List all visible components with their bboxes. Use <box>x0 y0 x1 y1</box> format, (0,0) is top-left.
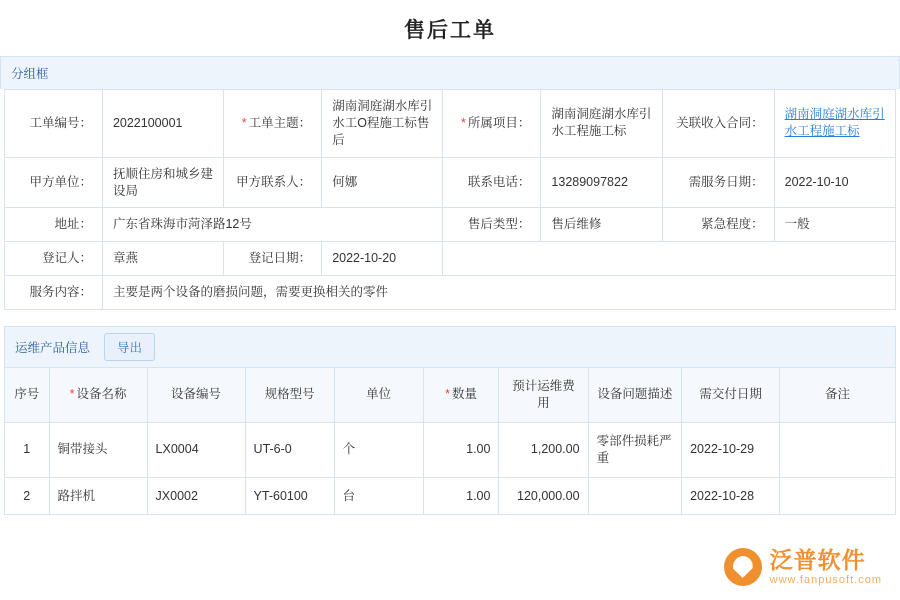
cell-delivery-date: 2022-10-29 <box>682 422 780 477</box>
field-label: 联系电话： <box>443 157 541 208</box>
required-mark: * <box>241 115 247 130</box>
field-label: 登记人： <box>5 242 103 276</box>
cell-issue: 零部件损耗严重 <box>588 422 682 477</box>
field-label: 售后类型： <box>443 208 541 242</box>
col-remark: 备注 <box>780 368 896 423</box>
field-label: 甲方联系人： <box>224 157 322 208</box>
col-unit: 单位 <box>334 368 423 423</box>
field-value-service-type: 售后维修 <box>541 208 662 242</box>
table-row[interactable] <box>5 477 896 515</box>
page-title: 售后工单 <box>404 19 496 42</box>
watermark-text <box>770 548 882 585</box>
cell-device-name: 路拌机 <box>49 477 147 515</box>
col-issue: 设备问题描述 <box>588 368 682 423</box>
form-row <box>5 90 896 158</box>
cell-remark <box>780 477 896 515</box>
field-value-urgency: 一般 <box>774 208 895 242</box>
brand-logo-icon <box>724 548 762 586</box>
field-label: * 所属项目： <box>443 90 541 158</box>
field-label: * 工单主题： <box>224 90 322 158</box>
field-label: 登记日期： <box>224 242 322 276</box>
cell-issue <box>588 477 682 515</box>
tab-product-info[interactable]: 运维产品信息 <box>15 341 91 355</box>
field-value-project: 湖南洞庭湖水库引水工程施工标 <box>541 90 662 158</box>
watermark <box>724 548 882 586</box>
cell-unit: 个 <box>334 422 423 477</box>
cell-device-name: 铜带接头 <box>49 422 147 477</box>
required-mark: * <box>461 115 466 130</box>
brand-name-cn: 泛普软件 <box>769 547 866 574</box>
form-row <box>5 276 896 310</box>
field-value-phone: 13289097822 <box>541 157 662 208</box>
field-value-register-date: 2022-10-20 <box>322 242 443 276</box>
field-value-empty <box>443 242 896 276</box>
grid-header-row <box>5 368 896 423</box>
cell-quantity: 1.00 <box>423 422 499 477</box>
field-label: 关联收入合同： <box>662 90 774 158</box>
cell-spec: YT-60100 <box>245 477 334 515</box>
field-value-registrant: 章燕 <box>102 242 223 276</box>
cell-cost: 120,000.00 <box>499 477 588 515</box>
export-button[interactable]: 导出 <box>104 333 155 361</box>
product-section-toolbar <box>4 326 896 367</box>
brand-url: www.fanpusoft.com <box>769 573 882 586</box>
col-quantity: * 数量 <box>423 368 499 423</box>
field-value-contact-person: 何娜 <box>322 157 443 208</box>
cell-spec: UT-6-0 <box>245 422 334 477</box>
col-device-name: * 设备名称 <box>49 368 147 423</box>
cell-index: 2 <box>5 477 50 515</box>
cell-device-code: LX0004 <box>147 422 245 477</box>
field-label: 服务内容： <box>5 276 103 310</box>
col-delivery-date: 需交付日期 <box>682 368 780 423</box>
col-cost: 预计运维费用 <box>499 368 588 423</box>
cell-index: 1 <box>5 422 50 477</box>
cell-cost: 1,200.00 <box>499 422 588 477</box>
field-value-service-content: 主要是两个设备的磨损问题，需要更换相关的零件 <box>102 276 895 310</box>
cell-delivery-date: 2022-10-28 <box>682 477 780 515</box>
required-mark: * <box>69 387 75 402</box>
field-value-order-no: 2022100001 <box>102 90 223 158</box>
cell-remark <box>780 422 896 477</box>
field-label: 地址： <box>5 208 103 242</box>
field-value-party-a: 抚顺住房和城乡建设局 <box>102 157 223 208</box>
field-value-service-date: 2022-10-10 <box>774 157 895 208</box>
cell-unit: 台 <box>334 477 423 515</box>
field-value-contract <box>774 90 895 158</box>
table-row[interactable] <box>5 422 896 477</box>
required-mark: * <box>445 387 451 402</box>
field-label: 工单编号： <box>5 90 103 158</box>
col-device-code: 设备编号 <box>147 368 245 423</box>
contract-link[interactable]: 湖南洞庭湖水库引水工程施工标 <box>784 107 885 139</box>
group-box-header: 分组框 <box>0 56 900 89</box>
form-row <box>5 242 896 276</box>
field-label: 需服务日期： <box>662 157 774 208</box>
order-form-table <box>4 89 896 310</box>
cell-quantity: 1.00 <box>423 477 499 515</box>
col-index: 序号 <box>5 368 50 423</box>
field-label: 甲方单位： <box>5 157 103 208</box>
field-value-address: 广东省珠海市菏泽路12号 <box>102 208 443 242</box>
field-label: 紧急程度： <box>662 208 774 242</box>
cell-device-code: JX0002 <box>147 477 245 515</box>
product-grid <box>4 367 896 515</box>
form-row <box>5 157 896 208</box>
form-row <box>5 208 896 242</box>
col-spec: 规格型号 <box>245 368 334 423</box>
field-value-subject: 湖南洞庭湖水库引水工O程施工标售后 <box>322 90 443 158</box>
